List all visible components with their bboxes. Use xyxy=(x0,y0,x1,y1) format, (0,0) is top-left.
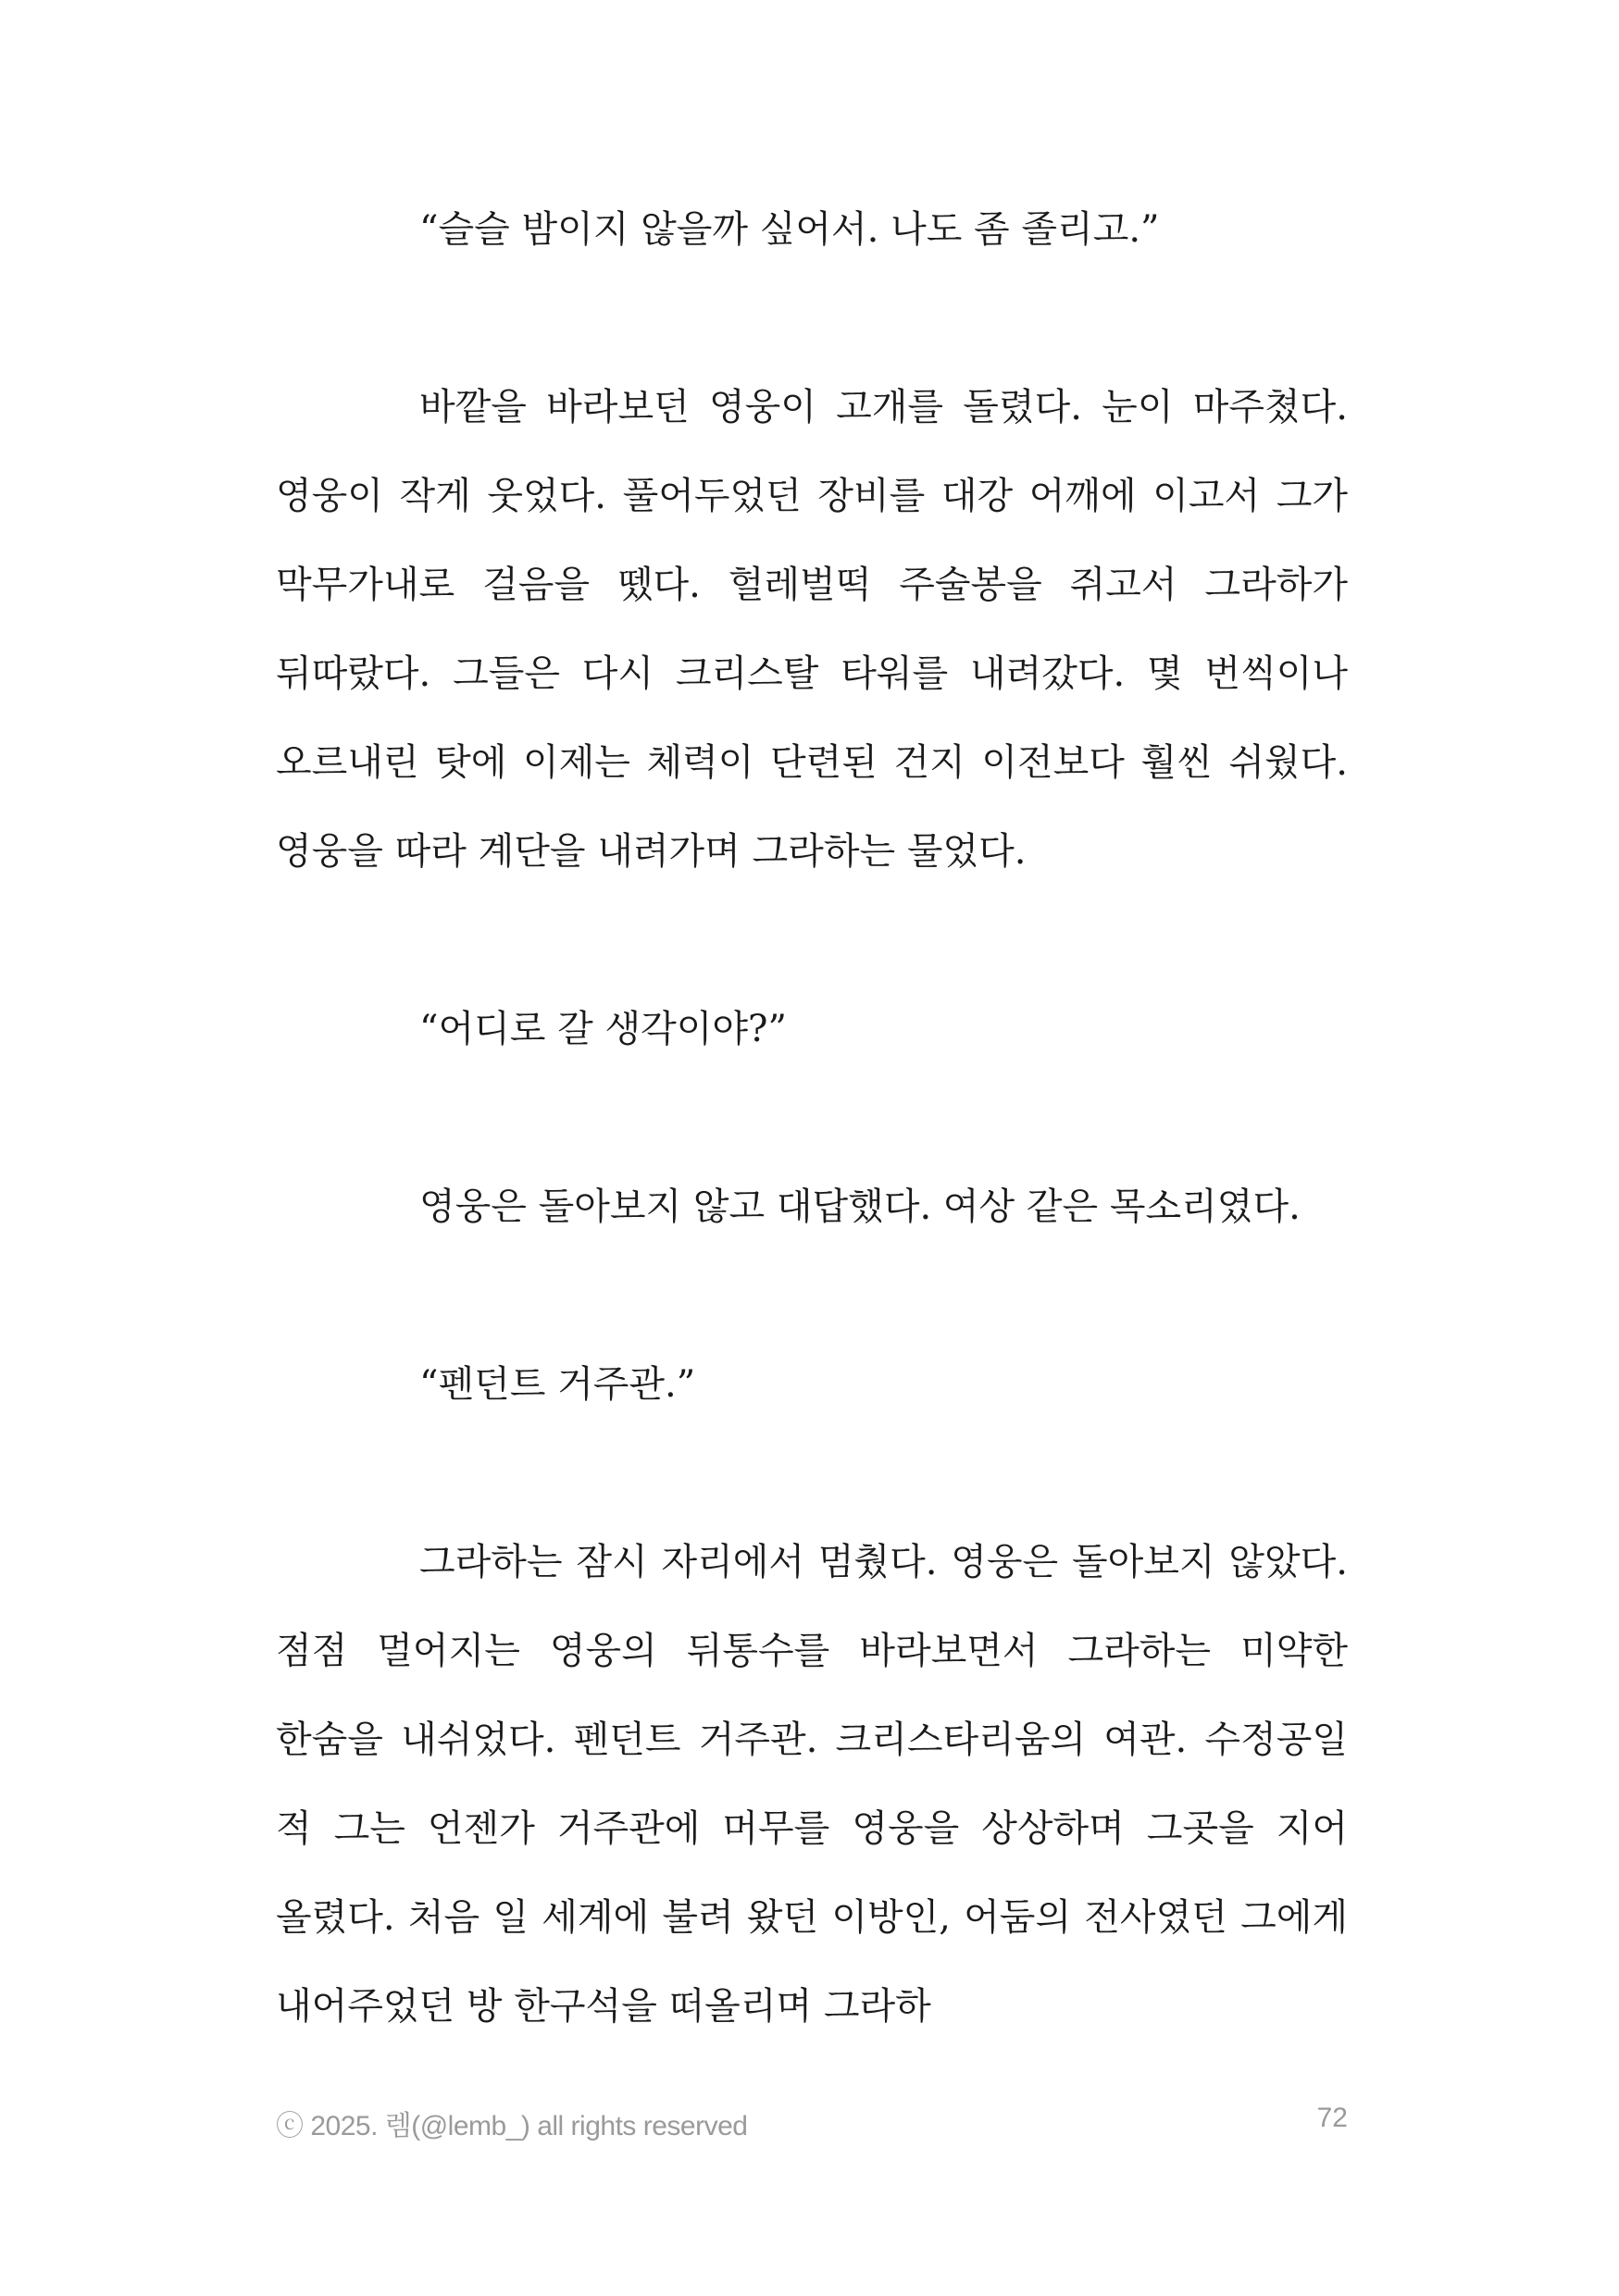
paragraph-gap xyxy=(276,274,1348,363)
paragraph-narration-2: 영웅은 돌아보지 않고 대답했다. 여상 같은 목소리였다. xyxy=(419,1185,1301,1228)
copyright-notice: ⓒ 2025. 렘(@lemb_) all rights reserved xyxy=(276,2111,748,2141)
paragraph-dialogue-2: “어디로 갈 생각이야?” xyxy=(419,1008,787,1050)
body-text xyxy=(276,185,1348,2051)
paragraph-dialogue-3: “펜던트 거주관.” xyxy=(419,1363,696,1406)
paragraph-gap xyxy=(276,1074,1348,1162)
paragraph-gap xyxy=(276,896,1348,985)
paragraph-narration-1: 바깥을 바라보던 영웅이 고개를 돌렸다. 눈이 마주쳤다. 영웅이 작게 웃었다. 풀어두었던 장비를 대강 어깨에 이고서 그가 막무가내로 걸음을 뗐다. 헐레벌떡 주술봉을 쥐고서 그라하가 뒤따랐다. 그들은 다시 크리스탈 타워를 내려갔다. 몇 번씩이나 오르내린 탓에 이제는 체력이 단련된 건지 이전보다 훨씬 쉬웠다. 영웅을 따라 계단을 내려가며 그라하는 물었다. xyxy=(276,386,1348,873)
page-number: 72 xyxy=(1316,2103,1348,2133)
paragraph-narration-3: 그라하는 잠시 자리에서 멈췄다. 영웅은 돌아보지 않았다. 점점 멀어지는 영웅의 뒤통수를 바라보면서 그라하는 미약한 한숨을 내쉬었다. 펜던트 거주관. 크리스타리움의 여관. 수정공일 적 그는 언젠가 거주관에 머무를 영웅을 상상하며 그곳을 지어 올렸다. 처음 일 세계에 불려 왔던 이방인, 어둠의 전사였던 그에게 내어주었던 방 한구석을 떠올리며 그라하 xyxy=(276,1541,1348,2028)
paragraph-gap xyxy=(276,1429,1348,1518)
paragraph-dialogue-1: “슬슬 밤이지 않을까 싶어서. 나도 좀 졸리고.” xyxy=(419,208,1160,251)
paragraph-gap xyxy=(276,1251,1348,1340)
